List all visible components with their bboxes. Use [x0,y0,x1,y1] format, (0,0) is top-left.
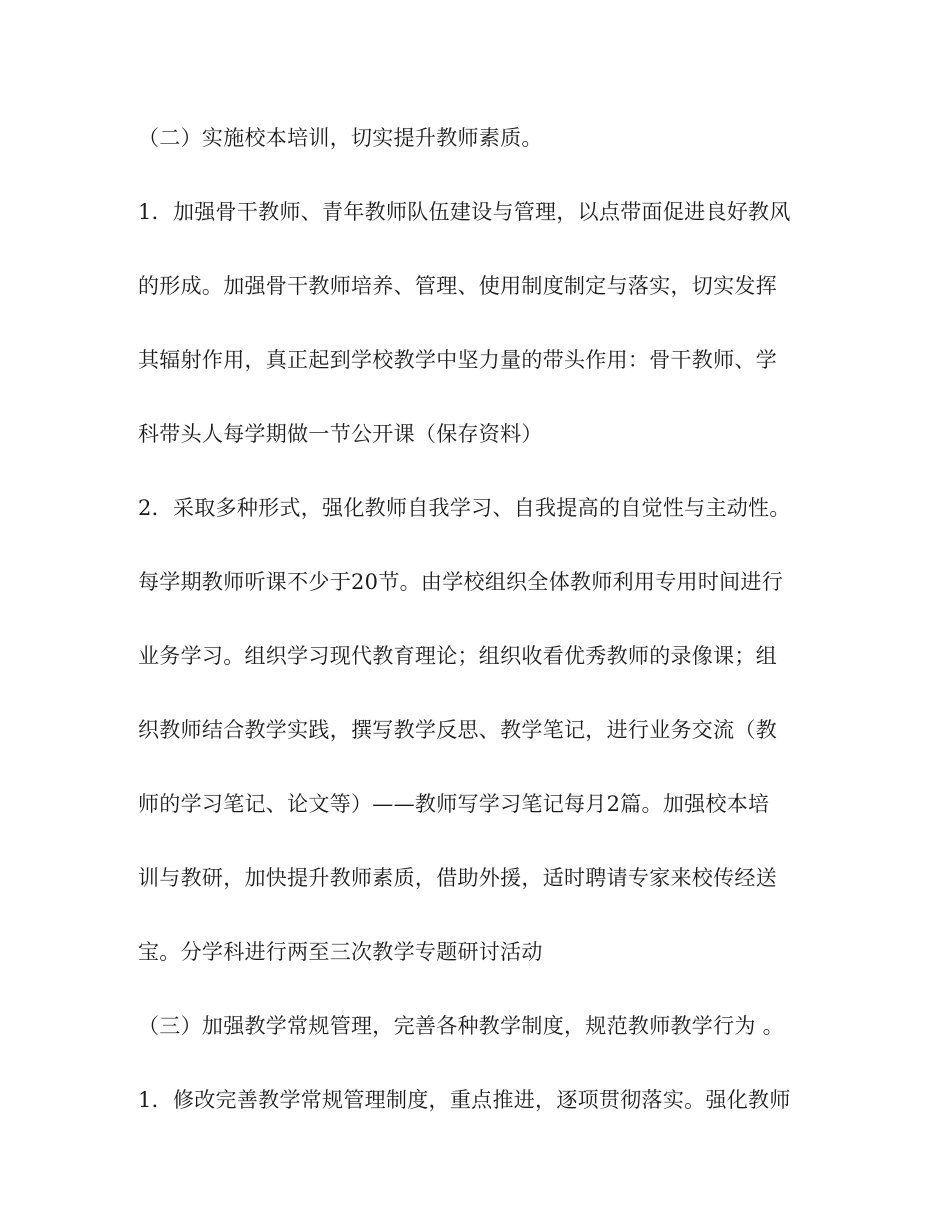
paragraph-line: 的形成。加强骨干教师培养、管理、使用制度制定与落实，切实发挥 [138,274,777,298]
paragraph-line: 业务学习。组织学习现代教育理论；组织收看优秀教师的录像课；组 [138,644,777,668]
paragraph-line: 织教师结合教学实践，撰写教学反思、教学笔记，进行业务交流（教 [138,718,777,742]
paragraph-line: 1．修改完善教学常规管理制度，重点推进，逐项贯彻落实。强化教师 [138,1088,791,1112]
paragraph-line: 1．加强骨干教师、青年教师队伍建设与管理，以点带面促进良好教风 [138,200,791,224]
section-heading-3: （三）加强教学常规管理，完善各种教学制度，规范教师教学行为 。 [138,1014,784,1038]
section-heading-2: （二）实施校本培训，切实提升教师素质。 [138,126,543,150]
paragraph-line: 训与教研，加快提升教师素质，借助外援，适时聘请专家来校传经送 [138,866,777,890]
paragraph-line: 2．采取多种形式，强化教师自我学习、自我提高的自觉性与主动性。 [138,496,791,520]
paragraph-line: 宝。分学科进行两至三次教学专题研讨活动 [138,940,543,964]
paragraph-line: 师的学习笔记、论文等）——教师写学习笔记每月2篇。加强校本培 [138,792,770,816]
paragraph-line: 每学期教师听课不少于20节。由学校组织全体教师利用专用时间进行 [138,570,784,594]
paragraph-line: 其辐射作用，真正起到学校教学中坚力量的带头作用：骨干教师、学 [138,348,777,372]
paragraph-line: 科带头人每学期做一节公开课（保存资料） [138,422,543,446]
